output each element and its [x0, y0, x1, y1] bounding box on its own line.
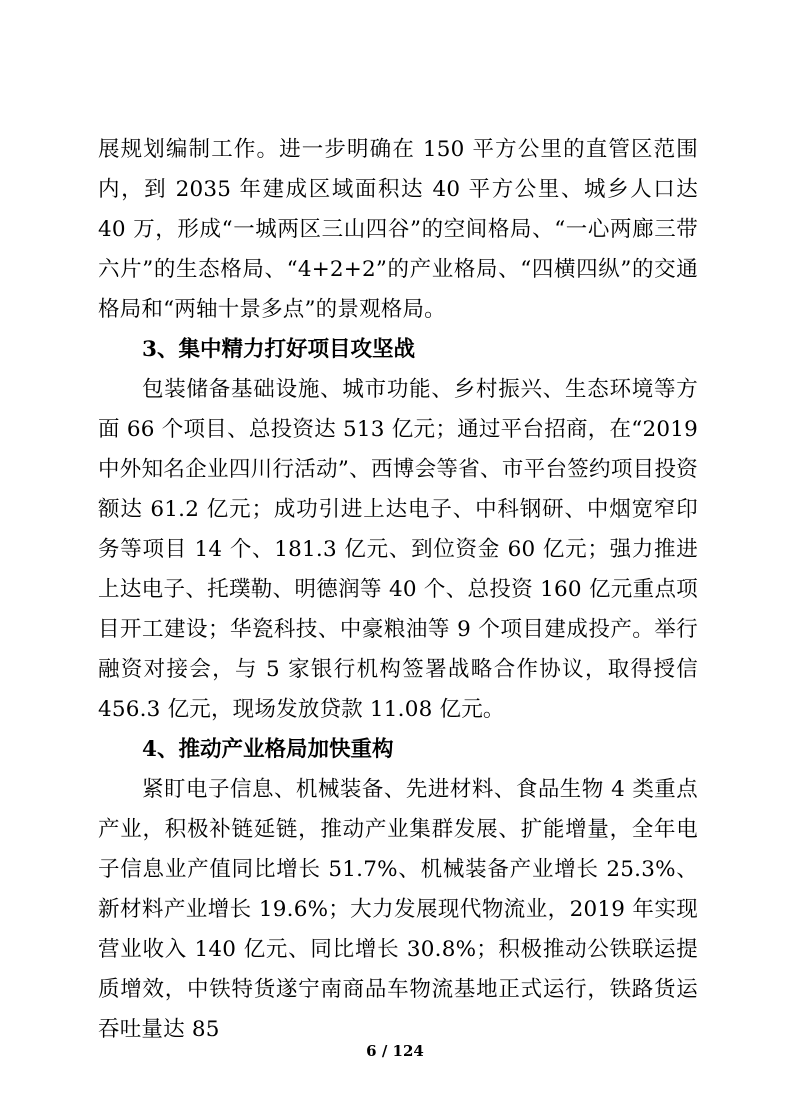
page-content	[98, 130, 698, 1050]
section-heading-4: 4、推动产业格局加快重构	[142, 737, 394, 762]
section-heading-3: 3、集中精力打好项目攻坚战	[142, 337, 415, 362]
paragraph-section-3: 包装储备基础设施、城市功能、乡村振兴、生态环境等方面 66 个项目、总投资达 513 亿元；通过平台招商，在“2019 中外知名企业四川行活动”、西博会等省、市平台签约项目投资额达 61.2 亿元；成功引进上达电子、中科钢研、中烟宽窄印务等项目 14 个、181.3 亿元、到位资金 60 亿元；强力推进上达电子、托璞勒、明德润等 40 个、总投资 160 亿元重点项目开工建设；华瓷科技、中豪粮油等 9 个项目建成投产。举行融资对接会，与 5 家银行机构签署战略合作协议，取得授信 456.3 亿元，现场发放贷款 11.08 亿元。	[98, 377, 698, 722]
paragraph-section-4: 紧盯电子信息、机械装备、先进材料、食品生物 4 类重点产业，积极补链延链，推动产业集群发展、扩能增量，全年电子信息业产值同比增长 51.7%、机械装备产业增长 25.3%、新材料产业增长 19.6%；大力发展现代物流业，2019 年实现营业收入 140 亿元、同比增长 30.8%；积极推动公铁联运提质增效，中铁特货遂宁南商品车物流基地正式运行，铁路货运吞吐量达 85	[98, 777, 698, 1042]
page-number: 6 / 124	[366, 1042, 424, 1060]
paragraph-continuation: 展规划编制工作。进一步明确在 150 平方公里的直管区范围内，到 2035 年建成区域面积达 40 平方公里、城乡人口达 40 万，形成“一城两区三山四谷”的空间格局、“一心两廊三带六片”的生态格局、“4+2+2”的产业格局、“四横四纵”的交通格局和“两轴十景多点”的景观格局。	[98, 137, 698, 322]
